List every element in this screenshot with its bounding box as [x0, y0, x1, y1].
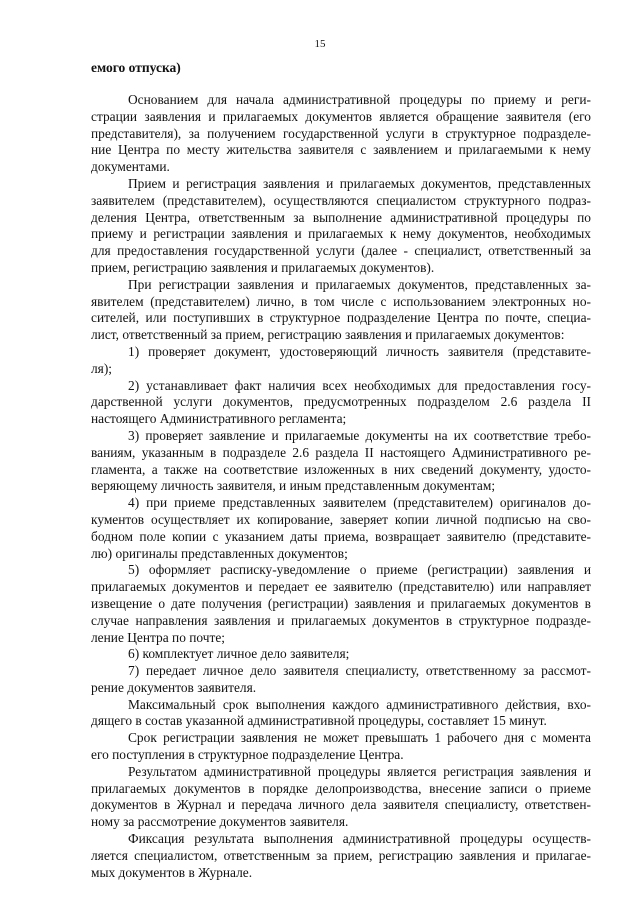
text-line: бодном поле копии с указанием даты приема, возвращает заявителю (представите-	[91, 528, 591, 544]
list-item-3	[91, 428, 591, 495]
text-line: приему и регистрации заявления и прилагаемых к нему документов, необходимых	[91, 226, 591, 242]
text-line: представителя), за получением государственной услуги в структурное подразделе-	[91, 125, 591, 141]
text-line: прилагаемых документов и передает ее заявителю (представителю) или направляет	[91, 579, 591, 595]
text-line: Основанием для начала административной процедуры по приему и реги-	[128, 92, 591, 107]
text-line: 7) передает личное дело заявителя специалисту, ответственному за рассмот-	[128, 663, 591, 679]
text-line: его поступления в структурное подразделение Центра.	[91, 747, 404, 763]
text-line: Максимальный срок выполнения каждого административного действия, вхо-	[128, 696, 591, 712]
paragraph-recording	[91, 831, 591, 881]
text-line: настоящего Административного регламента;	[91, 411, 347, 427]
text-line: явителем (представителем) лично, в том числе с использованием электронных но-	[91, 293, 591, 309]
body-text	[91, 92, 591, 881]
list-item-5	[91, 562, 591, 646]
text-line: страции заявления и прилагаемых документов является обращение заявителя (его	[91, 108, 591, 124]
text-line: заявителем (представителем), осуществляются специалистом структурного подраз-	[91, 192, 591, 208]
list-item-2	[91, 378, 591, 428]
text-line: веряющему личность заявителя, и иным представленным документам;	[91, 478, 496, 494]
paragraph-max-time	[91, 697, 591, 731]
text-line: лист, ответственный за прием, регистрацию заявления и прилагаемых документов:	[91, 327, 565, 343]
text-line: 5) оформляет расписку-уведомление о приеме (регистрации) заявления и	[128, 562, 591, 578]
text-line: рение документов заявителя.	[91, 679, 257, 695]
text-line: деления Центра, ответственным за выполнение административной процедуры по	[91, 209, 591, 225]
paragraph-registration-deadline	[91, 730, 591, 764]
list-item-1	[91, 344, 591, 378]
paragraph-reception	[91, 176, 591, 277]
text-line: 3) проверяет заявление и прилагаемые документы на их соответствие требо-	[128, 427, 591, 443]
paragraph-registration	[91, 277, 591, 344]
page-number: 15	[314, 38, 326, 50]
text-line: 1) проверяет документ, удостоверяющий личность заявителя (представите-	[128, 343, 591, 359]
text-line: кументов осуществляет их копирование, заверяет копии личной подписью на сво-	[91, 511, 591, 527]
text-line: Срок регистрации заявления не может превышать 1 рабочего дня с момента	[128, 730, 591, 746]
text-line: мых документов в Журнале.	[91, 864, 253, 880]
text-line: дарственной услуги документов, предусмотренных подразделом 2.6 раздела II	[91, 394, 591, 410]
paragraph-result	[91, 764, 591, 831]
text-line: извещение о дате получения (регистрации) заявления и прилагаемых документов в	[91, 595, 591, 611]
text-line: гламента, а также на соответствие изложенных в них сведений документу, удосто-	[91, 461, 591, 477]
text-line: ляется специалистом, ответственным за прием, регистрацию заявления и прилагае-	[91, 847, 591, 863]
list-item-7	[91, 663, 591, 697]
text-line: 6) комплектует личное дело заявителя;	[128, 646, 350, 662]
text-line: Результатом административной процедуры является регистрация заявления и	[128, 763, 591, 779]
text-line: документами.	[91, 159, 170, 175]
list-item-6	[91, 646, 591, 663]
text-line: ля);	[91, 360, 113, 376]
text-line: сителей, или поступивших в структурное подразделение Центра по почте, специа-	[91, 310, 591, 326]
text-line: прилагаемых документов в порядке делопроизводства, внесение записи о приеме	[91, 780, 591, 796]
text-line: документов в Журнал и передача личного дела заявителя специалисту, ответствен-	[91, 797, 591, 813]
text-line: Прием и регистрация заявления и прилагаемых документов, представленных	[128, 175, 591, 191]
list-item-4	[91, 495, 591, 562]
text-line: 4) при приеме представленных заявителем (представителем) оригиналов до-	[128, 495, 591, 511]
text-line: ние Центра по месту жительства заявителя с заявлением и прилагаемыми к нему	[91, 142, 591, 158]
text-line: ному за рассмотрение документов заявителя.	[91, 814, 349, 830]
text-line: Фиксация результата выполнения административной процедуры осуществ-	[128, 831, 591, 847]
text-line: прием, регистрацию заявления и прилагаемых документов).	[91, 259, 435, 275]
text-line: При регистрации заявления и прилагаемых документов, представленных за-	[128, 276, 591, 292]
text-line: дящего в состав указанной административной процедуры, составляет 15 минут.	[91, 713, 547, 729]
text-line: лю) оригиналы представленных документов;	[91, 545, 348, 561]
continued-heading: емого отпуска)	[91, 60, 181, 75]
paragraph-grounds	[91, 92, 591, 176]
text-line: ваниям, указанным в подразделе 2.6 раздела II настоящего Административного ре-	[91, 444, 591, 460]
text-line: ление Центра по почте;	[91, 629, 226, 645]
text-line: 2) устанавливает факт наличия всех необходимых для предоставления госу-	[128, 377, 591, 393]
text-line: случае направления заявления и прилагаемых документов в структурное подразде-	[91, 612, 591, 628]
text-line: для предоставления государственной услуги (далее - специалист, ответственный за	[91, 243, 591, 259]
